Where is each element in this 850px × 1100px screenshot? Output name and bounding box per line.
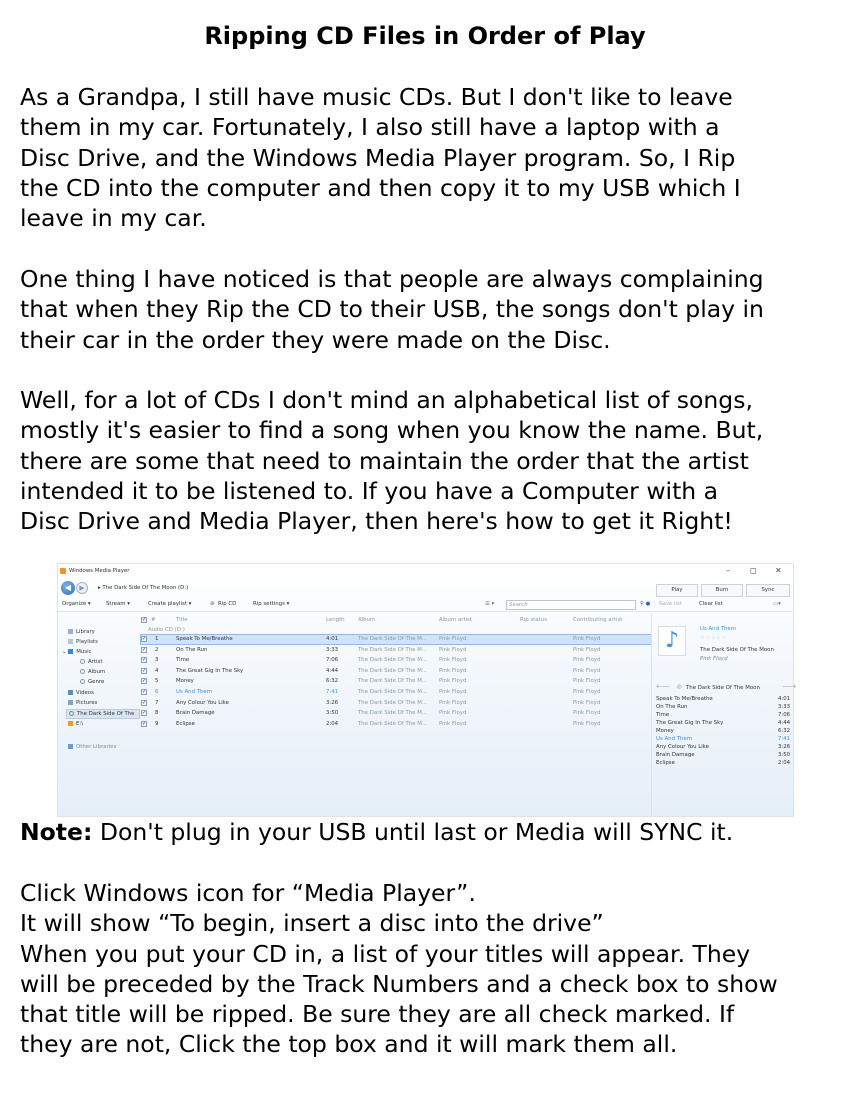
sidebar-item-playlists[interactable]: Playlists	[68, 639, 98, 645]
intro-paragraph	[20, 82, 835, 233]
track-album-artist: Pink Floyd	[439, 720, 467, 727]
page-title: Ripping CD Files in Order of Play	[204, 22, 646, 50]
next-list-icon[interactable]: 🡒	[782, 684, 797, 690]
group-label: Audio CD (D:)	[148, 627, 185, 633]
tab-play[interactable]: Play	[656, 584, 698, 597]
music-note-icon: ♪	[658, 626, 686, 656]
track-album-artist: Pink Floyd	[439, 678, 467, 685]
sidebar-item-videos[interactable]: Videos	[68, 690, 94, 696]
close-button[interactable]: ✕	[775, 566, 782, 575]
breadcrumb[interactable]: ▸ The Dark Side Of The Moon (D:)	[98, 585, 189, 591]
column-header-length[interactable]: Length	[326, 617, 345, 623]
genre-icon	[80, 679, 85, 684]
track-length: 7:06	[326, 657, 339, 664]
track-length: 3:50	[326, 710, 339, 717]
list-header[interactable]: The Dark Side Of The Moon	[686, 685, 760, 691]
track-length: 2:04	[326, 720, 339, 727]
view-options-icon[interactable]: ☰ ▾	[485, 601, 495, 607]
sidebar-item-music[interactable]: ⌄ Music	[62, 649, 92, 655]
track-length: 7:41	[326, 689, 339, 695]
playlist-item-title[interactable]: On The Run	[656, 704, 688, 710]
track-title[interactable]: The Great Gig In The Sky	[176, 667, 244, 674]
track-number: 9	[155, 720, 159, 727]
text-line: When you put your CD in, a list of your titles will appear. They	[20, 939, 751, 968]
rating-stars[interactable]: ☆☆☆☆☆	[700, 635, 727, 641]
playlist-item-length: 7:41	[778, 736, 791, 742]
track-checkbox[interactable]: ✓	[142, 689, 147, 695]
minimize-button[interactable]: –	[726, 566, 730, 575]
sidebar-item-album[interactable]: Album	[80, 669, 105, 675]
track-length: 4:01	[326, 636, 339, 642]
text-line: their car in the order they were made on the Disc.	[20, 325, 611, 354]
text-line: them in my car. Fortunately, I also still have a laptop with a	[20, 113, 720, 142]
complaint-paragraph	[20, 264, 835, 355]
text-line: Click Windows icon for “Media Player”.	[20, 879, 476, 907]
track-length: 3:33	[326, 646, 339, 653]
track-album: The Dark Side Of The M...	[358, 720, 428, 727]
track-album: The Dark Side Of The M...	[358, 636, 428, 642]
videos-icon	[68, 690, 73, 695]
track-contributing-artist: Pink Floyd	[573, 646, 601, 653]
sidebar-item-drive-e[interactable]: E:\	[68, 721, 83, 727]
track-contributing-artist: Pink Floyd	[573, 678, 601, 685]
track-album: The Dark Side Of The M...	[358, 646, 428, 653]
track-title[interactable]: Us And Them	[176, 689, 212, 695]
track-contributing-artist: Pink Floyd	[573, 710, 601, 717]
playlist-item-title[interactable]: Time	[656, 712, 670, 718]
tab-burn[interactable]: Burn	[701, 584, 743, 597]
column-header-number[interactable]: #	[151, 617, 156, 623]
select-all-checkbox[interactable]: ✓	[142, 617, 147, 623]
track-album-artist: Pink Floyd	[439, 636, 467, 642]
track-checkbox[interactable]: ✓	[142, 678, 147, 685]
text-line: Disc Drive, and the Windows Media Player program. So, I Rip	[20, 143, 736, 172]
track-contributing-artist: Pink Floyd	[573, 636, 601, 642]
playlist-item-length: 6:32	[778, 728, 791, 734]
text-line: Well, for a lot of CDs I don't mind an alphabetical list of songs,	[20, 386, 753, 414]
text-line: It will show “To begin, insert a disc into the drive”	[20, 909, 604, 938]
playlist-item-length: 3:50	[778, 752, 791, 758]
track-title[interactable]: Eclipse	[176, 720, 195, 727]
media-player-screenshot	[57, 563, 797, 817]
create-playlist-menu[interactable]: Create playlist ▾	[148, 601, 192, 607]
track-number: 4	[155, 667, 159, 674]
track-album-artist: Pink Floyd	[439, 667, 467, 674]
sidebar-item-cd[interactable]: The Dark Side Of The	[66, 709, 140, 719]
sidebar-item-pictures[interactable]: Pictures	[68, 700, 97, 706]
text-line: there are some that need to maintain the order that the artist	[20, 446, 749, 475]
search-input[interactable]: Search	[506, 600, 636, 610]
rip-settings-menu[interactable]: Rip settings ▾	[253, 601, 290, 607]
now-playing-album: The Dark Side Of The Moon	[700, 647, 774, 653]
organize-menu[interactable]: Organize ▾	[62, 601, 91, 607]
track-album-artist: Pink Floyd	[439, 689, 467, 695]
playlist-item-length: 7:06	[778, 712, 791, 718]
track-number: 2	[155, 646, 159, 653]
library-icon	[68, 629, 73, 634]
drive-icon	[68, 721, 73, 726]
note-label: Note:	[20, 818, 93, 846]
text-line: will be preceded by the Track Numbers and a check box to show	[20, 969, 778, 998]
text-line: intended it to be listened to. If you have a Computer with a	[20, 476, 719, 505]
track-album-artist: Pink Floyd	[439, 699, 467, 706]
text-line: that when they Rip the CD to their USB, the songs don't play in	[20, 295, 764, 324]
text-line: the CD into the computer and then copy it to my USB which I	[20, 173, 741, 202]
track-checkbox[interactable]: ✓	[142, 720, 147, 727]
text-line: leave in my car.	[20, 204, 207, 233]
chevron-down-icon: ⌄	[62, 649, 69, 655]
music-icon	[68, 649, 73, 654]
sidebar-item-genre[interactable]: Genre	[80, 679, 104, 685]
track-checkbox[interactable]: ✓	[142, 710, 147, 717]
sidebar-item-artist[interactable]: Artist	[80, 659, 102, 665]
track-title[interactable]: Any Colour You Like	[176, 699, 229, 706]
track-contributing-artist: Pink Floyd	[573, 667, 601, 674]
back-arrow-icon[interactable]: ◀	[61, 581, 75, 595]
instructions-paragraph	[20, 878, 835, 1060]
track-checkbox[interactable]: ✓	[142, 657, 147, 664]
help-icon[interactable]: ⚲ ●	[640, 601, 651, 607]
playlist-item-title[interactable]: Eclipse	[656, 760, 675, 766]
track-contributing-artist: Pink Floyd	[573, 699, 601, 706]
track-number: 6	[155, 689, 159, 695]
track-checkbox[interactable]: ✓	[142, 667, 147, 674]
track-number: 7	[155, 699, 159, 706]
order-paragraph	[20, 385, 835, 536]
text-line: As a Grandpa, I still have music CDs. But I don't like to leave	[20, 83, 733, 111]
track-contributing-artist: Pink Floyd	[573, 720, 601, 727]
track-album-artist: Pink Floyd	[439, 710, 467, 717]
track-number: 1	[155, 636, 159, 642]
cd-icon	[69, 711, 74, 716]
clear-list-button[interactable]: Clear list	[699, 601, 723, 607]
artist-icon	[80, 659, 85, 664]
column-header-contributing-artist[interactable]: Contributing artist	[573, 617, 623, 623]
playlist-item-length: 4:44	[778, 720, 791, 726]
track-album: The Dark Side Of The M...	[358, 689, 428, 695]
window-title: Windows Media Player	[69, 568, 130, 574]
sidebar-item-other-libraries[interactable]: Other Libraries	[68, 744, 116, 750]
playlist-item-length: 3:33	[778, 704, 791, 710]
rip-cd-icon: ⊛	[210, 601, 215, 607]
playlist-item-title[interactable]: Brain Damage	[656, 752, 695, 758]
note-text: Don't plug in your USB until last or Media will SYNC it.	[92, 818, 734, 846]
album-icon	[80, 669, 85, 674]
text-line: that title will be ripped. Be sure they are all check marked. If	[20, 1000, 735, 1029]
playlist-item-title[interactable]: The Great Gig In The Sky	[656, 720, 724, 726]
previous-list-icon[interactable]: 🡐	[656, 684, 671, 690]
playlist-item-length: 4:01	[778, 696, 791, 702]
track-number: 3	[155, 657, 159, 664]
track-title[interactable]: Brain Damage	[176, 710, 215, 717]
playlist-item-length: 2:04	[778, 760, 791, 766]
track-number: 8	[155, 710, 159, 717]
column-header-album-artist[interactable]: Album artist	[439, 617, 473, 623]
track-album: The Dark Side Of The M...	[358, 657, 428, 664]
media-player-app-icon	[60, 568, 66, 574]
track-contributing-artist: Pink Floyd	[573, 689, 601, 695]
track-checkbox[interactable]: ✓	[142, 636, 147, 642]
note-paragraph	[20, 817, 835, 847]
forward-arrow-icon[interactable]: ▶	[76, 582, 88, 594]
playlist-item-title[interactable]: Money	[656, 728, 674, 734]
track-album: The Dark Side Of The M...	[358, 699, 428, 706]
column-header-title[interactable]: Title	[176, 617, 188, 623]
track-album-artist: Pink Floyd	[439, 646, 467, 653]
track-title[interactable]: On The Run	[176, 646, 208, 653]
text-line: Disc Drive and Media Player, then here's how to get it Right!	[20, 507, 733, 536]
column-header-album[interactable]: Album	[358, 617, 376, 623]
track-title[interactable]: Speak To Me/Breathe	[176, 636, 233, 642]
other-libraries-icon	[68, 744, 73, 749]
playlist-icon	[68, 639, 73, 644]
track-length: 3:26	[326, 699, 339, 706]
window-titlebar	[58, 564, 793, 578]
track-title[interactable]: Money	[176, 678, 194, 685]
track-number: 5	[155, 678, 159, 685]
track-length: 6:32	[326, 678, 339, 685]
playlist-item-title[interactable]: Us And Them	[656, 736, 692, 742]
column-header-rip-status[interactable]: Rip status	[520, 617, 547, 623]
pictures-icon	[68, 700, 73, 705]
playlist-item-length: 3:26	[778, 744, 791, 750]
rip-cd-button[interactable]: Rip CD	[218, 601, 237, 607]
stream-menu[interactable]: Stream ▾	[106, 601, 130, 607]
list-options-icon[interactable]: ▭▾	[773, 601, 781, 607]
maximize-button[interactable]: ◻	[750, 566, 757, 575]
track-album-artist: Pink Floyd	[439, 657, 467, 664]
sidebar-item-library[interactable]: Library	[68, 629, 95, 635]
text-line: mostly it's easier to find a song when you know the name. But,	[20, 416, 764, 445]
now-playing-title: Us And Them	[700, 626, 736, 632]
track-contributing-artist: Pink Floyd	[573, 657, 601, 664]
track-album: The Dark Side Of The M...	[358, 678, 428, 685]
playlist-item-title[interactable]: Speak To Me/Breathe	[656, 696, 713, 702]
cd-small-icon: ◎	[677, 684, 682, 690]
track-checkbox[interactable]: ✓	[142, 699, 147, 706]
track-album: The Dark Side Of The M...	[358, 667, 428, 674]
playlist-item-title[interactable]: Any Colour You Like	[656, 744, 709, 750]
track-checkbox[interactable]: ✓	[142, 646, 147, 653]
save-list-button[interactable]: Save list	[659, 601, 682, 607]
text-line: One thing I have noticed is that people are always complaining	[20, 265, 764, 293]
text-line: they are not, Click the top box and it will mark them all.	[20, 1030, 678, 1059]
track-album: The Dark Side Of The M...	[358, 710, 428, 717]
tab-sync[interactable]: Sync	[746, 584, 790, 597]
track-title[interactable]: Time	[176, 657, 190, 664]
track-length: 4:44	[326, 667, 339, 674]
now-playing-artist: Pink Floyd	[700, 656, 728, 662]
